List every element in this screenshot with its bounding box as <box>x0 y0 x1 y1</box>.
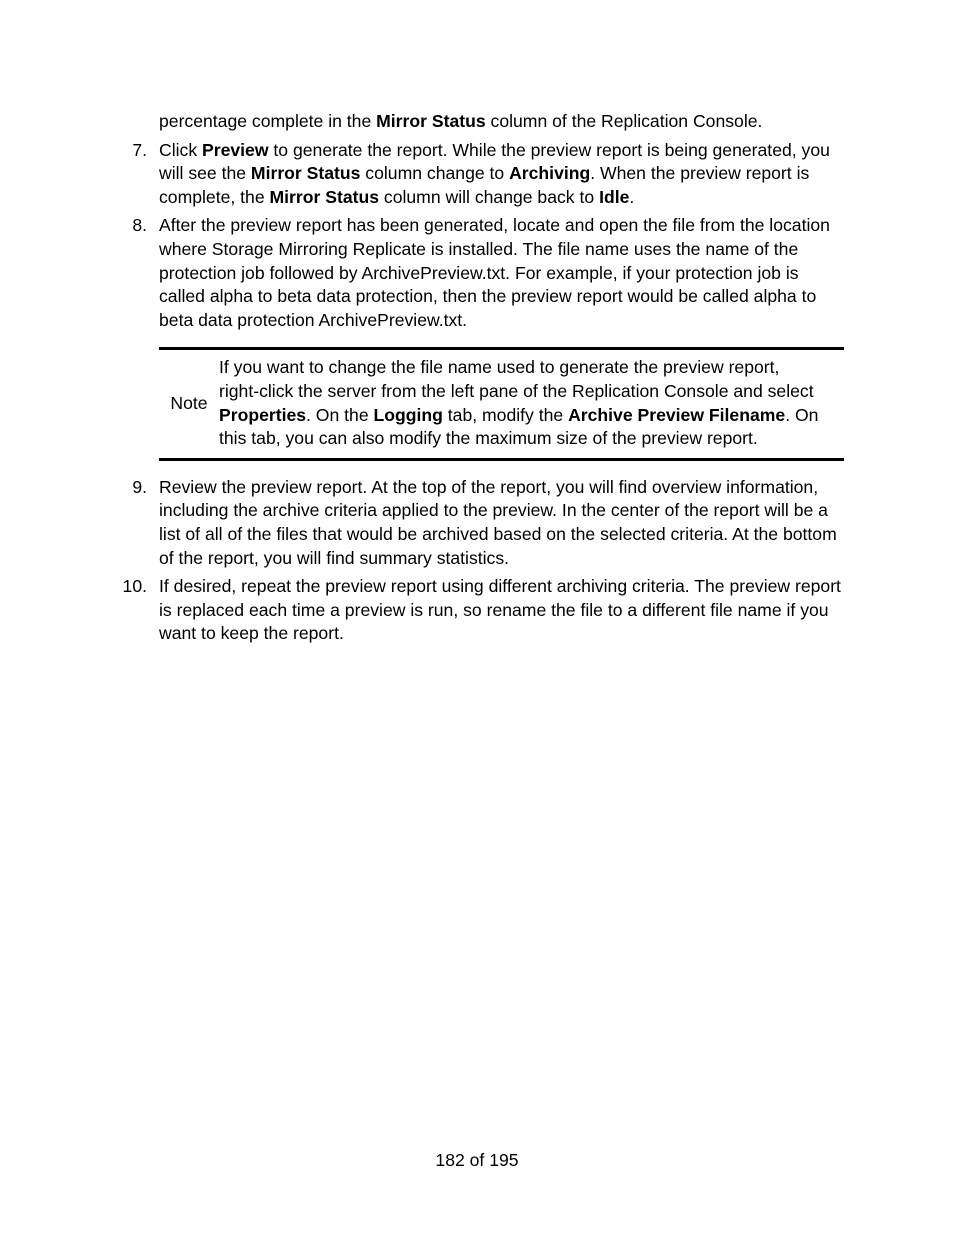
text-run: column of the Replication Console. <box>485 111 763 131</box>
text-run: column change to <box>360 163 510 184</box>
list-number: 7. <box>132 139 147 160</box>
list-number: 8. <box>132 215 147 236</box>
bold-term: Preview <box>202 139 269 160</box>
bold-term: Mirror Status <box>376 111 486 131</box>
text-run: column will change back to <box>379 186 600 207</box>
text-run: tab, modify the <box>442 404 569 425</box>
text-run: percentage complete in the <box>159 111 377 131</box>
list-item-step-9 <box>132 476 844 570</box>
note-text <box>219 356 844 450</box>
step-text: If desired, repeat the preview report using different archiving criteria. The preview report is replaced each time a preview is run, so rename the file to a different file name if you want to keep the report. <box>159 576 841 644</box>
bold-term: Archiving <box>509 163 591 184</box>
page-number: 182 of 195 <box>435 1150 519 1170</box>
text-run: to generate the report. While the preview report is being generated, you will see the <box>159 139 830 184</box>
list-item-step-8 <box>132 214 844 332</box>
list-number: 10. <box>122 576 147 597</box>
step-text: After the preview report has been generated, locate and open the file from the location where Storage Mirroring Replicate is installed. The file name uses the name of the protection job followed by ArchivePreview.txt. For example, if your protection job is called alpha to beta data protection, then the preview report would be called alpha to beta data protection ArchivePreview.txt. <box>159 215 830 330</box>
list-number: 9. <box>132 476 147 497</box>
intro-paragraph <box>159 110 844 134</box>
bold-term: Archive Preview Filename <box>568 404 786 425</box>
bold-term: Properties <box>219 404 307 425</box>
list-item-step-7 <box>132 139 844 210</box>
text-run: . When the preview report is complete, the <box>159 163 810 207</box>
bold-term: Mirror Status <box>269 186 380 207</box>
document-body <box>122 110 844 646</box>
note-box <box>159 347 844 460</box>
text-run: If you want to change the file name used to generate the preview report, right-click the server from the left pane of the Replication Console and select <box>219 357 814 401</box>
text-run: . On the <box>306 404 374 425</box>
bold-term: Idle <box>599 186 630 207</box>
text-run: . On this tab, you can also modify the maximum size of the preview report. <box>219 404 819 449</box>
step-text: Review the preview report. At the top of the report, you will find overview information, including the archive criteria applied to the preview. In the center of the report will be a list of all of the files that would be archived based on the selected criteria. At the bottom of the report, you will find summary statistics. <box>159 476 837 568</box>
text-run: Click <box>159 139 203 160</box>
text-run: . <box>629 186 635 207</box>
note-label: Note <box>170 392 208 413</box>
bold-term: Logging <box>373 404 443 425</box>
list-item-step-10 <box>122 575 844 646</box>
bold-term: Mirror Status <box>250 163 361 184</box>
